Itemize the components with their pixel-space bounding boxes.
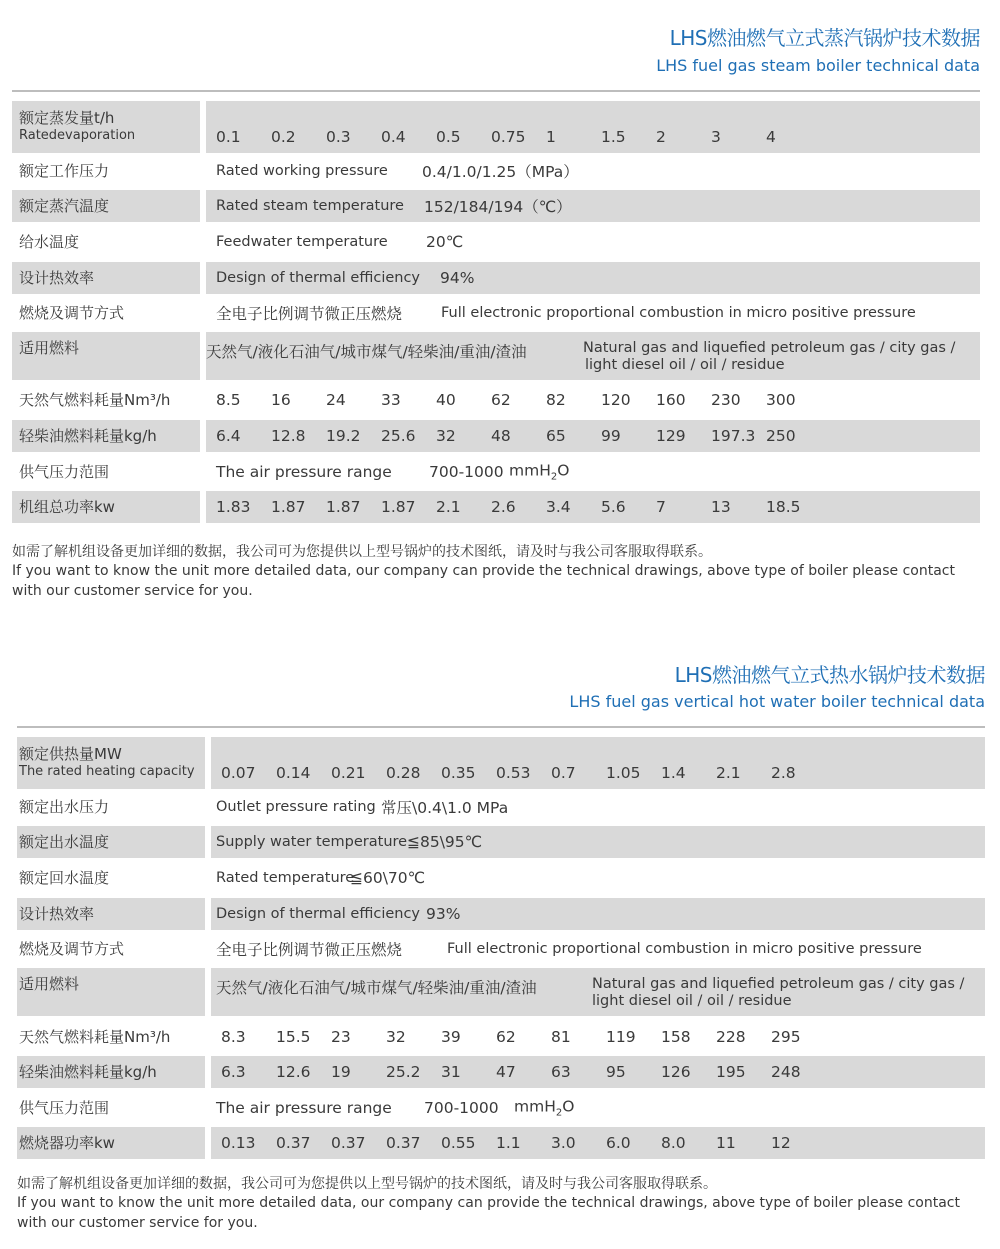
pressure-en: Rated working pressure [216,163,388,179]
value-cell: 32 [386,1028,406,1046]
row-label: 机组总功率kw [12,491,200,523]
value-cell: 8.5 [216,391,241,409]
value-cell: 0.3 [326,128,351,146]
row-label: 供气压力范围 [19,1098,110,1117]
value-cell: 0.07 [221,764,256,782]
value-cell: 230 [711,391,741,409]
outlet-value: 常压\0.4\1.0 MPa [381,799,509,817]
value-cell: 8.0 [661,1134,686,1152]
gas-consumption-values [206,384,980,416]
value-cell: 1.4 [661,764,686,782]
hotwater-air-pressure-row [17,1092,985,1124]
value-cell: 1.87 [381,498,416,516]
row-label: 轻柴油燃料耗量kg/h [12,420,200,452]
row-label: 额定出水压力 [19,797,110,816]
value-cell: 119 [606,1028,636,1046]
air-pressure-unit: mmH$_2$O [509,461,570,483]
steam-top-rule [12,90,980,92]
hotwater-top-rule [17,726,985,728]
value-cell: 40 [436,391,456,409]
value-cell: 62 [491,391,511,409]
hotwater-note-zh: 如需了解机组设备更加详细的数据，我公司可为您提供以上型号锅炉的技术图纸，请及时与我公司客服取得联系。 [17,1176,717,1192]
row-label: 额定出水温度 [17,826,205,858]
value-cell: 0.1 [216,128,241,146]
steam-power-row [12,491,980,523]
row-label: 燃烧器功率kw [17,1127,205,1159]
value-cell: 0.5 [436,128,461,146]
value-cell: 4 [766,128,776,146]
value-cell: 18.5 [766,498,801,516]
hotwater-fuel-row [17,968,985,1016]
value-cell: 82 [546,391,566,409]
return-en: Rated temperature [216,870,355,886]
value-cell: 0.2 [271,128,296,146]
value-cell: 25.6 [381,427,416,445]
value-cell: 3.4 [546,498,571,516]
value-cell: 19 [331,1063,351,1081]
fuel-en: Natural gas and liquefied petroleum gas / city gas / light diesel oil / oil / residue [583,340,956,373]
diesel-consumption-values [206,420,980,452]
value-cell: 0.55 [441,1134,476,1152]
evaporation-values [206,101,980,153]
steam-pressure-row [12,155,980,187]
steam-combustion-row [12,297,980,329]
value-cell: 160 [656,391,686,409]
combustion-en: Full electronic proportional combustion in micro positive pressure [447,941,922,957]
air-pressure-unit: mmH$_2$O [514,1097,575,1119]
value-cell: 31 [441,1063,461,1081]
value-cell: 228 [716,1028,746,1046]
combustion-en: Full electronic proportional combustion in micro positive pressure [441,305,916,321]
pressure-value: 0.4/1.0/1.25（MPa） [422,163,579,181]
value-cell: 47 [496,1063,516,1081]
steam-note-zh: 如需了解机组设备更加详细的数据，我公司可为您提供以上型号锅炉的技术图纸，请及时与我公司客服取得联系。 [12,544,712,560]
steam-gas-consumption-row [12,384,980,416]
value-cell: 12.8 [271,427,306,445]
value-cell: 15.5 [276,1028,311,1046]
row-label: 天然气燃料耗量Nm³/h [19,1027,171,1046]
value-cell: 0.14 [276,764,311,782]
return-value: ≦60\70℃ [350,869,426,887]
value-cell: 1.83 [216,498,251,516]
gas-consumption-values [211,1021,985,1053]
row-label: 适用燃料 [17,968,205,1016]
fuel-zh: 天然气/液化石油气/城市煤气/轻柴油/重油/渣油 [206,343,527,361]
hotwater-title-en: LHS fuel gas vertical hot water boiler technical data [569,692,985,711]
value-cell: 32 [436,427,456,445]
fuel-en: Natural gas and liquefied petroleum gas / city gas / light diesel oil / oil / residue [592,976,965,1009]
steam-diesel-consumption-row [12,420,980,452]
combustion-zh: 全电子比例调节微正压燃烧 [216,941,403,959]
combustion-zh: 全电子比例调节微正压燃烧 [216,305,403,323]
steam-evaporation-row [12,101,980,153]
diesel-consumption-values [211,1056,985,1088]
value-cell: 2 [656,128,666,146]
burner-power-row [17,1127,985,1159]
steam-title-zh: LHS燃油燃气立式蒸汽锅炉技术数据 [669,26,980,50]
value-cell: 2.6 [491,498,516,516]
value-cell: 0.37 [276,1134,311,1152]
feedwater-value: 20℃ [426,233,464,251]
row-label: 给水温度 [19,232,80,251]
hotwater-note-en: If you want to know the unit more detailed data, our company can provide the technical drawings, above type of boiler please contact with our customer service for you. [17,1195,960,1231]
value-cell: 1.87 [271,498,306,516]
hotwater-title-zh: LHS燃油燃气立式热水锅炉技术数据 [674,663,985,687]
value-cell: 120 [601,391,631,409]
capacity-label-en: The rated heating capacity [19,764,195,779]
air-pressure-en: The air pressure range [216,1099,392,1117]
evaporation-label-en: Ratedevaporation [19,128,136,143]
value-cell: 0.53 [496,764,531,782]
value-cell: 25.2 [386,1063,421,1081]
value-cell: 33 [381,391,401,409]
efficiency-value: 93% [426,905,461,923]
hotwater-efficiency-row [17,898,985,930]
value-cell: 0.4 [381,128,406,146]
value-cell: 250 [766,427,796,445]
burner-power-values [211,1127,985,1159]
steam-temp-value: 152/184/194（℃） [424,198,572,216]
row-label: 额定工作压力 [19,161,110,180]
value-cell: 99 [601,427,621,445]
efficiency-value: 94% [440,269,475,287]
value-cell: 1.5 [601,128,626,146]
value-cell: 65 [546,427,566,445]
heating-capacity-row [17,737,985,789]
value-cell: 19.2 [326,427,361,445]
air-pressure-en: The air pressure range [216,463,392,481]
supply-en: Supply water temperature [216,834,408,850]
power-values [206,491,980,523]
row-label [12,101,200,153]
value-cell: 39 [441,1028,461,1046]
value-cell: 1.87 [326,498,361,516]
air-pressure-value: 700-1000 [429,463,504,481]
value-cell: 0.28 [386,764,421,782]
row-label: 燃烧及调节方式 [19,939,125,958]
value-cell: 24 [326,391,346,409]
fuel-zh: 天然气/液化石油气/城市煤气/轻柴油/重油/渣油 [216,979,537,997]
value-cell: 248 [771,1063,801,1081]
steam-note-en: If you want to know the unit more detailed data, our company can provide the technical drawings, above type of boiler please contact with our customer service for you. [12,563,955,599]
value-cell: 0.7 [551,764,576,782]
air-pressure-value: 700-1000 [424,1099,499,1117]
value-cell: 2.1 [436,498,461,516]
value-cell: 8.3 [221,1028,246,1046]
evaporation-label-zh: 额定蒸发量t/h [19,109,115,127]
value-cell: 195 [716,1063,746,1081]
steam-air-pressure-row [12,456,980,488]
outlet-pressure-row [17,791,985,823]
value-cell: 158 [661,1028,691,1046]
supply-value: ≦85\95℃ [407,833,483,851]
efficiency-en: Design of thermal efficiency [216,270,421,286]
value-cell: 12 [771,1134,791,1152]
hotwater-combustion-row [17,933,985,965]
value-cell: 7 [656,498,666,516]
value-cell: 300 [766,391,796,409]
value-cell: 5.6 [601,498,626,516]
row-label: 轻柴油燃料耗量kg/h [17,1056,205,1088]
value-cell: 3 [711,128,721,146]
feedwater-en: Feedwater temperature [216,234,388,250]
steam-temp-en: Rated steam temperature [216,198,404,214]
row-label: 适用燃料 [12,332,200,380]
value-cell: 6.0 [606,1134,631,1152]
row-label [17,737,205,789]
capacity-values [211,737,985,789]
value-cell: 16 [271,391,291,409]
value-cell: 0.13 [221,1134,256,1152]
value-cell: 1.1 [496,1134,521,1152]
value-cell: 197.3 [711,427,756,445]
value-cell: 63 [551,1063,571,1081]
value-cell: 48 [491,427,511,445]
value-cell: 0.37 [331,1134,366,1152]
value-cell: 295 [771,1028,801,1046]
value-cell: 81 [551,1028,571,1046]
value-cell: 12.6 [276,1063,311,1081]
row-label: 额定蒸汽温度 [12,190,200,222]
value-cell: 129 [656,427,686,445]
row-label: 天然气燃料耗量Nm³/h [19,390,171,409]
row-label: 设计热效率 [17,898,205,930]
value-cell: 1.05 [606,764,641,782]
outlet-en: Outlet pressure rating [216,799,376,815]
row-label: 设计热效率 [12,262,200,294]
hotwater-gas-consumption-row [17,1021,985,1053]
value-cell: 0.21 [331,764,366,782]
efficiency-en: Design of thermal efficiency [216,906,421,922]
value-cell: 2.1 [716,764,741,782]
value-cell: 95 [606,1063,626,1081]
steam-temperature-row [12,190,980,222]
value-cell: 1 [546,128,556,146]
row-label: 燃烧及调节方式 [19,303,125,322]
steam-efficiency-row [12,262,980,294]
value-cell: 6.3 [221,1063,246,1081]
row-label: 额定回水温度 [19,868,110,887]
steam-title-en: LHS fuel gas steam boiler technical data [656,56,980,75]
value-cell: 23 [331,1028,351,1046]
value-cell: 2.8 [771,764,796,782]
value-cell: 62 [496,1028,516,1046]
row-label: 供气压力范围 [19,462,110,481]
value-cell: 0.75 [491,128,526,146]
value-cell: 0.37 [386,1134,421,1152]
value-cell: 6.4 [216,427,241,445]
steam-fuel-row [12,332,980,380]
value-cell: 126 [661,1063,691,1081]
value-cell: 13 [711,498,731,516]
value-cell: 11 [716,1134,736,1152]
hotwater-diesel-consumption-row [17,1056,985,1088]
steam-feedwater-row [12,226,980,258]
value-cell: 0.35 [441,764,476,782]
return-temperature-row [17,862,985,894]
supply-temperature-row [17,826,985,858]
value-cell: 3.0 [551,1134,576,1152]
capacity-label-zh: 额定供热量MW [19,745,122,763]
